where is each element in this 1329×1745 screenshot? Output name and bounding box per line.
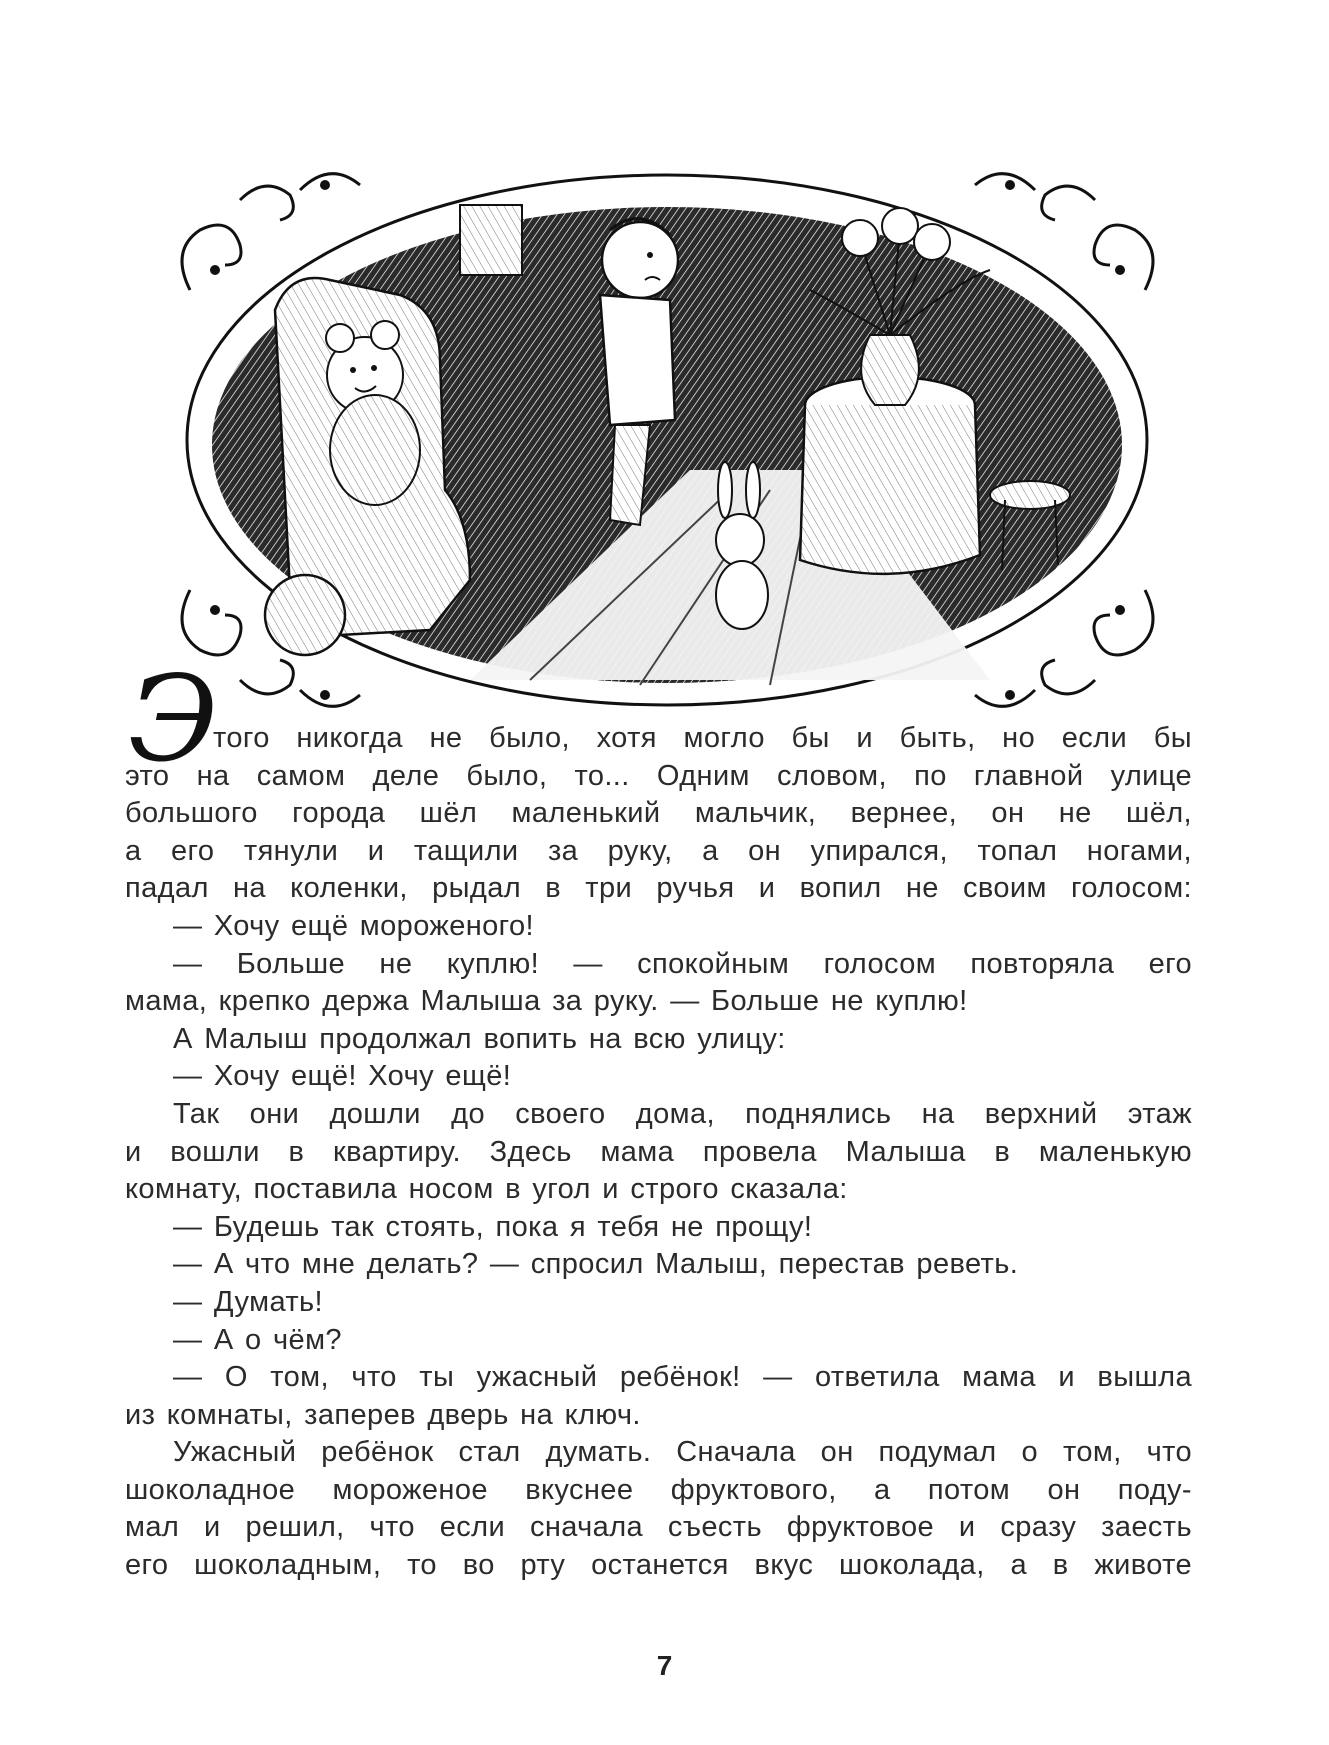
text-line: шоколадное мороженое вкуснее фруктового, а потом он поду-	[125, 1473, 1192, 1506]
text-line: а его тянули и тащили за руку, а он упирался, топал ногами,	[125, 834, 1192, 867]
page-number: 7	[656, 1650, 673, 1681]
illustration-svg	[170, 160, 1165, 720]
stool	[990, 481, 1070, 509]
ball	[265, 575, 345, 655]
text-line: А Малыш продолжал вопить на всю улицу:	[173, 1022, 786, 1055]
text-line: из комнаты, заперев дверь на ключ.	[125, 1398, 641, 1431]
text-line: Так они дошли до своего дома, поднялись на верхний этаж	[173, 1097, 1192, 1130]
text-line: падал на коленки, рыдал в три ручья и вопил не своим голосом:	[125, 872, 1192, 905]
bunny-toy	[716, 514, 764, 566]
story-text	[125, 720, 1192, 1585]
text-line: — Думать!	[173, 1285, 323, 1318]
text-line: — Будешь так стоять, пока я тебя не прощу!	[173, 1210, 813, 1243]
text-line: — О том, что ты ужасный ребёнок! — ответила мама и вышла	[173, 1361, 1192, 1394]
text-line: большого города шёл маленький мальчик, вернее, он не шёл,	[125, 797, 1192, 830]
vase	[861, 335, 919, 405]
chapter-illustration	[170, 160, 1165, 720]
text-line: это на самом деле было, то... Одним словом, по главной улице	[125, 759, 1192, 792]
text-line: комнату, поставила носом в угол и строго сказала:	[125, 1173, 848, 1206]
text-line: — Хочу ещё! Хочу ещё!	[173, 1060, 512, 1093]
text-line: мал и решил, что если сначала съесть фруктовое и сразу заесть	[125, 1511, 1192, 1544]
text-line: и вошли в квартиру. Здесь мама провела Малыша в маленькую	[125, 1135, 1192, 1168]
text-line: мама, крепко держа Малыша за руку. — Больше не куплю!	[125, 985, 968, 1018]
text-line: — А о чём?	[173, 1323, 342, 1356]
wall-picture	[460, 205, 522, 275]
text-line: Ужасный ребёнок стал думать. Сначала он подумал о том, что	[173, 1436, 1192, 1469]
text-line: его шоколадным, то во рту останется вкус шоколада, а в животе	[125, 1549, 1192, 1582]
text-line: — Больше не куплю! — спокойным голосом повторяла его	[173, 947, 1192, 980]
text-line: того никогда не было, хотя могло бы и быть, но если бы	[213, 722, 1192, 754]
text-line: — Хочу ещё мороженого!	[173, 909, 534, 942]
text-line: — А что мне делать? — спросил Малыш, перестав реветь.	[173, 1248, 1019, 1281]
drop-cap-letter: Э	[128, 650, 219, 788]
